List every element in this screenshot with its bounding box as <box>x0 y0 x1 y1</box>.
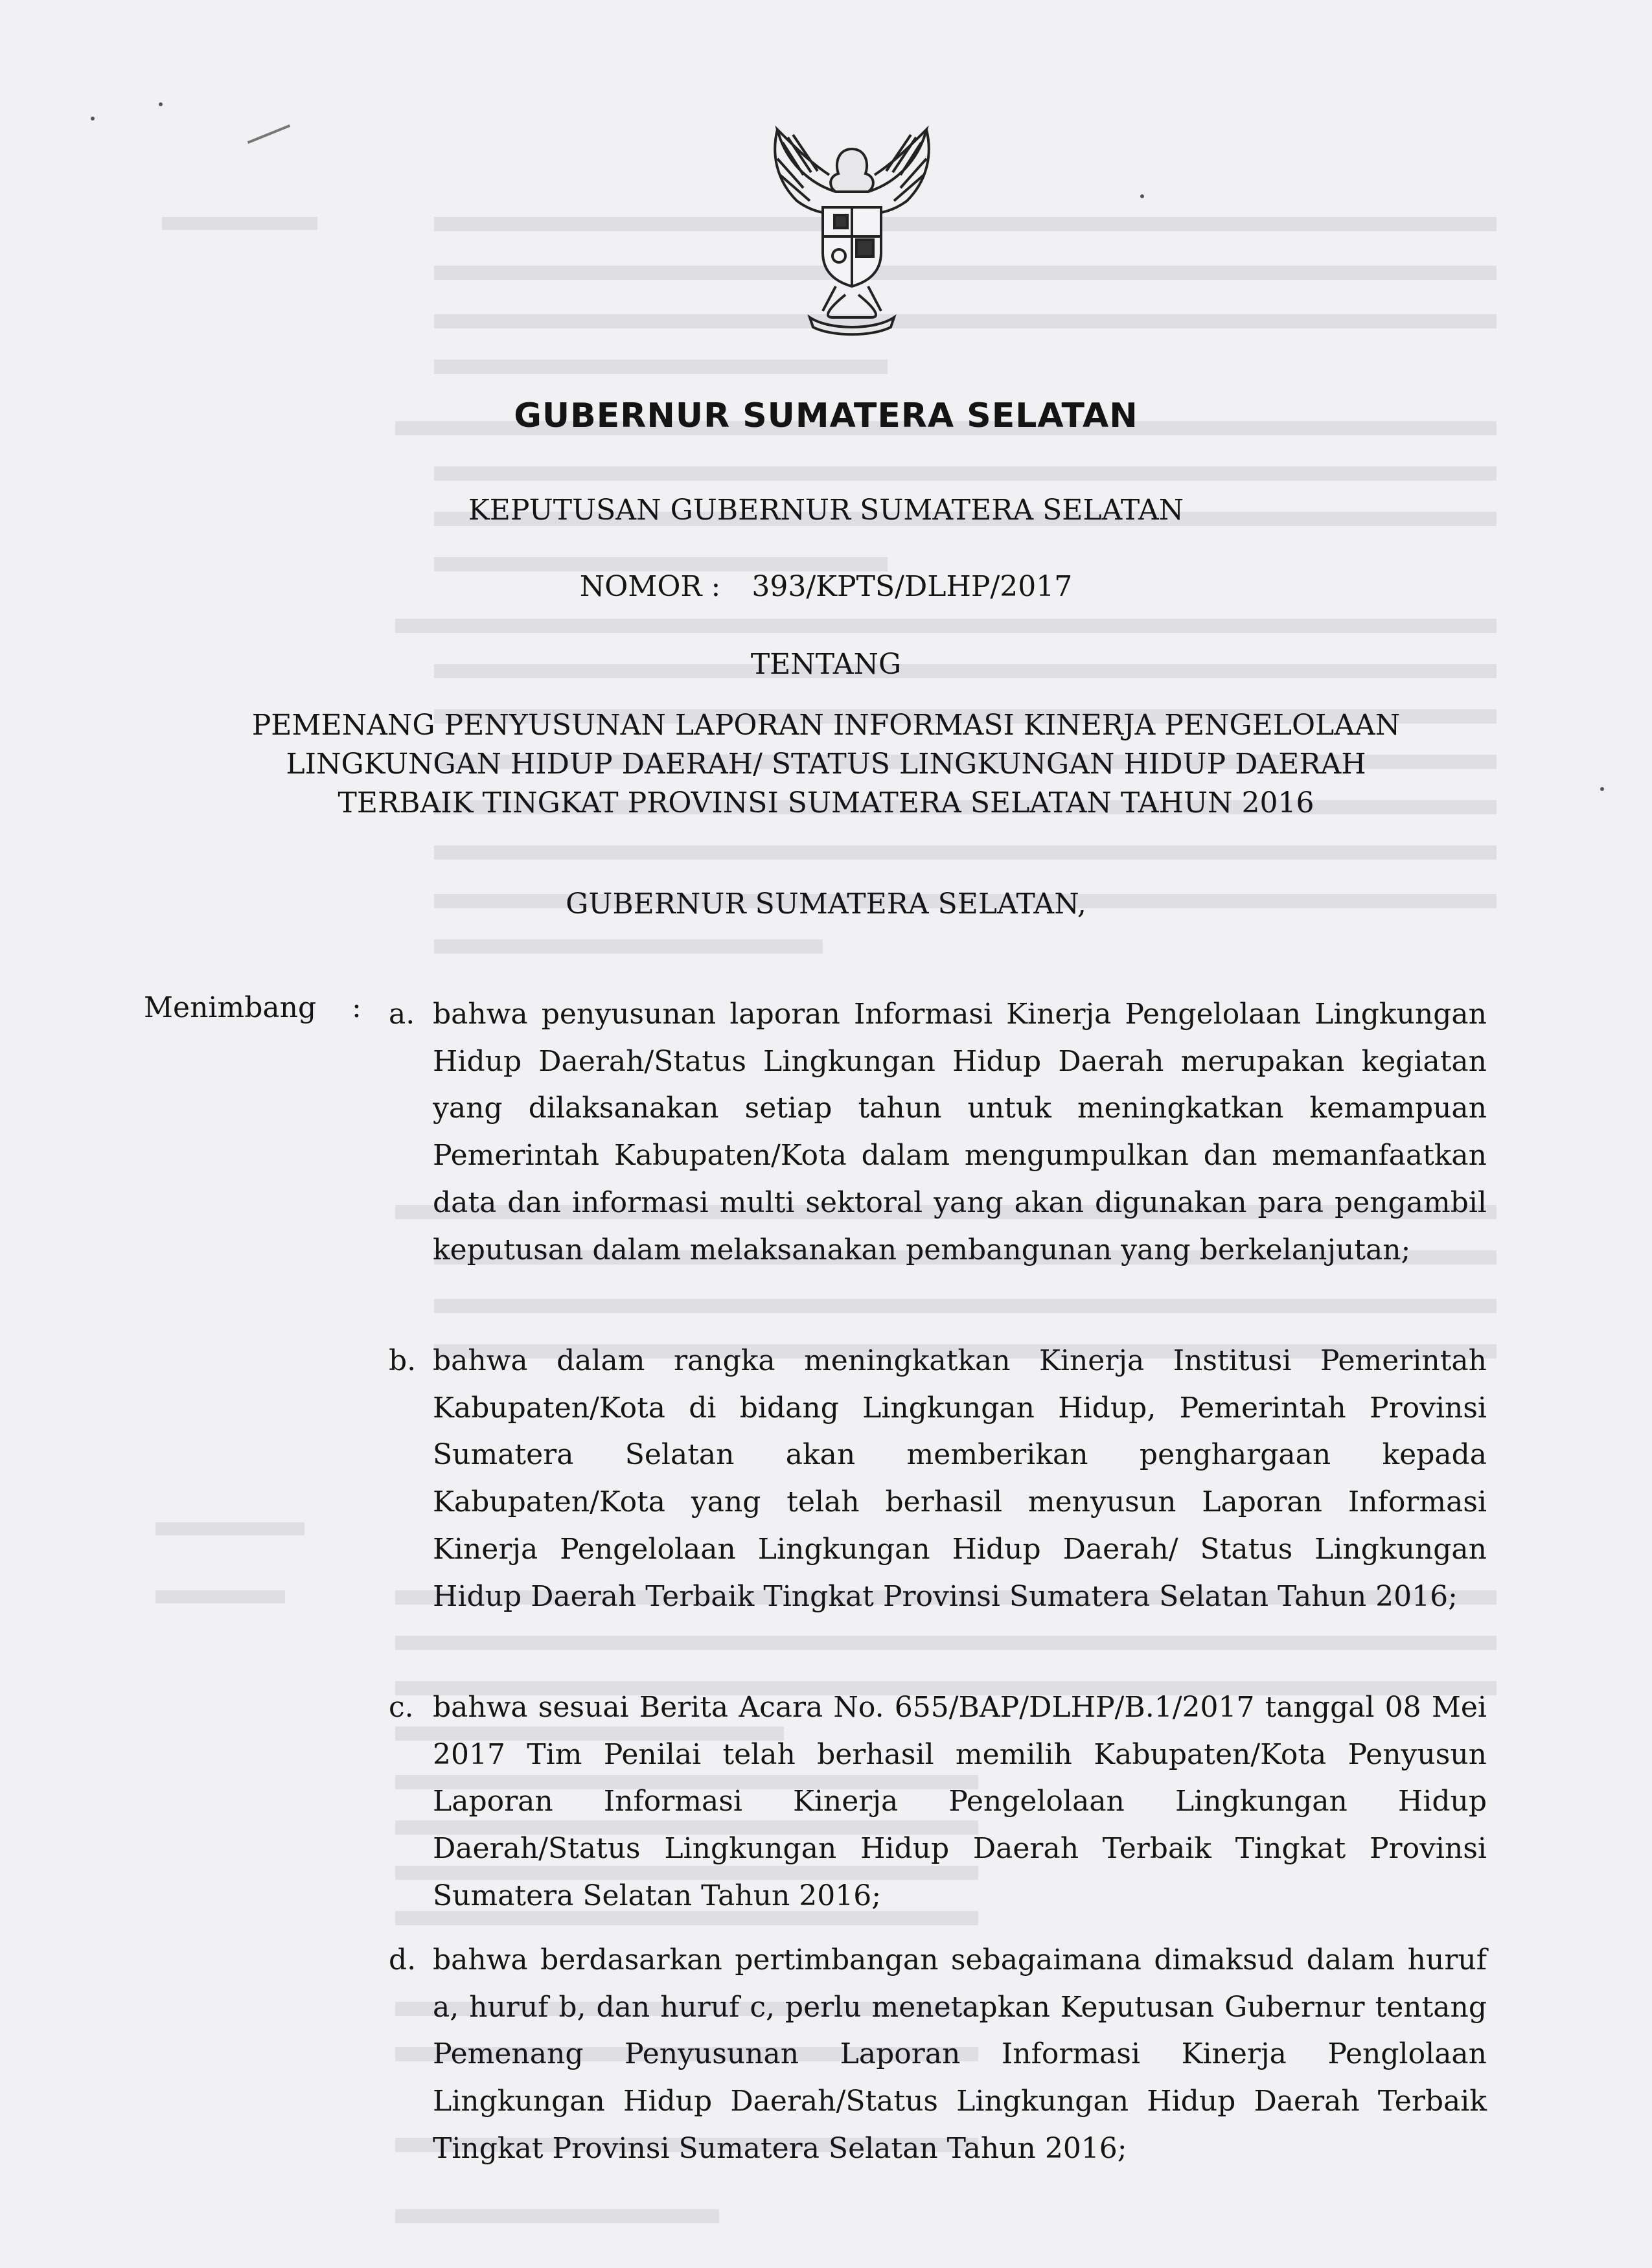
scan-speck <box>159 102 163 106</box>
scan-speck <box>91 117 95 120</box>
item-text: bahwa berdasarkan pertimbangan sebagaimana dimaksud dalam huruf a, huruf b, dan huruf c, perlu menetapkan Keputusan Gubernur tentang Pemenang Penyusunan Laporan Informasi Kinerja Penglolaan Lingkungan Hidup Daerah/Status Lingkungan Hidup Daerah Terbaik Tingkat Provinsi Sumatera Selatan Tahun 2016; <box>433 1943 1487 2165</box>
consideration-item <box>389 1937 1487 2173</box>
scan-speck <box>1140 194 1144 198</box>
subject-line: LINGKUNGAN HIDUP DAERAH/ STATUS LINGKUNGAN HIDUP DAERAH <box>286 748 1366 781</box>
decree-number-line <box>0 570 1652 603</box>
item-marker: d. <box>389 1943 417 1976</box>
decree-title: KEPUTUSAN GUBERNUR SUMATERA SELATAN <box>468 494 1184 527</box>
nomor-label: NOMOR : <box>579 570 721 603</box>
tentang-heading: TENTANG <box>750 648 902 681</box>
item-text: bahwa penyusunan laporan Informasi Kinerja Pengelolaan Lingkungan Hidup Daerah/Status Lingkungan Hidup Daerah merupakan kegiatan yang dilaksanakan setiap tahun untuk meningkatkan kemampuan Pemerintah Kabupaten/Kota dalam mengumpulkan dan memanfaatkan data dan informasi multi sektoral yang akan digunakan para pengambil keputusan dalam melaksanakan pembangunan yang berkelanjutan; <box>433 998 1487 1266</box>
consideration-item <box>389 1684 1487 1920</box>
menimbang-label: Menimbang <box>144 991 317 1024</box>
consideration-item <box>389 991 1487 1274</box>
subject-line: TERBAIK TINGKAT PROVINSI SUMATERA SELATAN TAHUN 2016 <box>338 786 1314 819</box>
authority-title: GUBERNUR SUMATERA SELATAN <box>514 396 1138 435</box>
nomor-value: 393/KPTS/DLHP/2017 <box>751 570 1073 603</box>
item-marker: c. <box>389 1691 414 1724</box>
subject-line: PEMENANG PENYUSUNAN LAPORAN INFORMASI KINERJA PENGELOLAAN <box>251 709 1401 742</box>
governor-heading: GUBERNUR SUMATERA SELATAN, <box>566 888 1086 921</box>
menimbang-colon: : <box>352 991 361 1024</box>
item-marker: a. <box>389 998 415 1031</box>
decree-subject <box>0 706 1652 823</box>
item-text: bahwa sesuai Berita Acara No. 655/BAP/DLHP/B.1/2017 tanggal 08 Mei 2017 Tim Penilai telah berhasil memilih Kabupaten/Kota Penyusun Laporan Informasi Kinerja Pengelolaan Lingkungan Hidup Daerah/Status Lingkungan Hidup Daerah Terbaik Tingkat Provinsi Sumatera Selatan Tahun 2016; <box>433 1691 1487 1912</box>
item-text: bahwa dalam rangka meningkatkan Kinerja Institusi Pemerintah Kabupaten/Kota di bidang Lingkungan Hidup, Pemerintah Provinsi Sumatera Selatan akan memberikan penghargaan kepada Kabupaten/Kota yang telah berhasil menyusun Laporan Informasi Kinerja Pengelolaan Lingkungan Hidup Daerah/ Status Lingkungan Hidup Daerah Terbaik Tingkat Provinsi Sumatera Selatan Tahun 2016; <box>433 1344 1487 1613</box>
item-marker: b. <box>389 1344 417 1377</box>
consideration-item <box>389 1338 1487 1620</box>
garuda-emblem-icon <box>758 123 946 337</box>
